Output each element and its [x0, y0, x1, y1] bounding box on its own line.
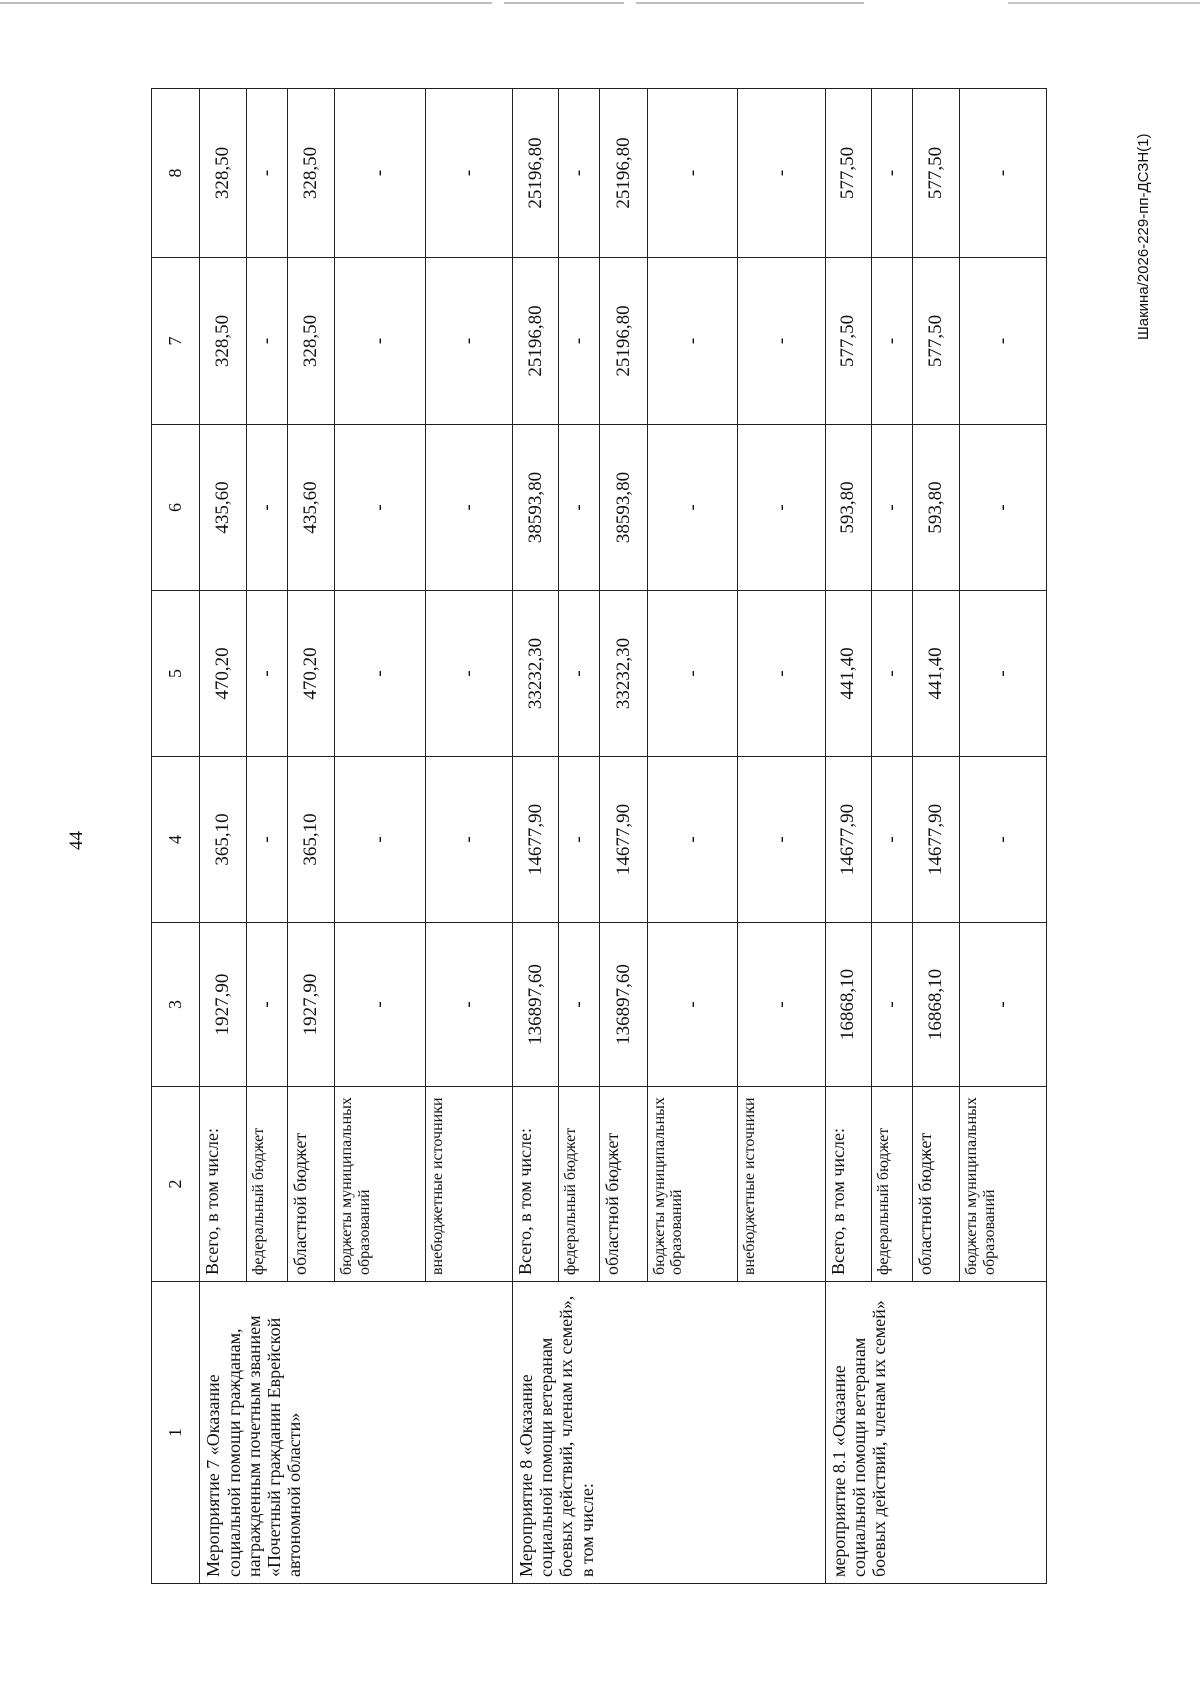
amount-cell: - [559, 258, 600, 425]
amount-cell: 33232,30 [600, 591, 647, 757]
measure-name: Мероприятие 7 «Оказание социальной помощи гражданам, награжденным почетным званием «Почетный гражданин Еврейской автономной области» [200, 1282, 513, 1584]
amount-cell: 1927,90 [287, 923, 334, 1087]
funding-source: Всего, в том числе: [513, 1087, 559, 1282]
measure-name: мероприятие 8.1 «Оказание социальной помощи ветеранам боевых действий, членам их семей» [825, 1282, 1046, 1584]
funding-source: федеральный бюджет [559, 1087, 600, 1282]
amount-cell: 328,50 [287, 258, 334, 425]
amount-cell: 365,10 [287, 757, 334, 923]
funding-source: бюджеты муниципальных образований [647, 1087, 738, 1282]
amount-cell: - [425, 258, 512, 425]
amount-cell: - [647, 258, 738, 425]
table-row [825, 89, 871, 1584]
amount-cell: - [872, 923, 913, 1087]
amount-cell: - [559, 591, 600, 757]
amount-cell: 14677,90 [825, 757, 871, 923]
column-header: 1 [152, 1282, 200, 1584]
funding-source: Всего, в том числе: [200, 1087, 246, 1282]
amount-cell: - [647, 591, 738, 757]
amount-cell: 365,10 [200, 757, 246, 923]
amount-cell: - [960, 757, 1047, 923]
amount-cell: 1927,90 [200, 923, 246, 1087]
amount-cell: - [335, 757, 426, 923]
amount-cell: - [960, 89, 1047, 258]
amount-cell: - [246, 258, 287, 425]
amount-cell: 38593,80 [513, 425, 559, 591]
amount-cell: - [335, 923, 426, 1087]
amount-cell: - [425, 89, 512, 258]
amount-cell: 435,60 [287, 425, 334, 591]
amount-cell: 14677,90 [913, 757, 960, 923]
header-row [152, 89, 200, 1584]
amount-cell: - [246, 425, 287, 591]
funding-source: внебюджетные источники [738, 1087, 825, 1282]
amount-cell: - [738, 923, 825, 1087]
document-footer-code: Шакина/2026-229-пп-ДСЗН(1) [1135, 133, 1152, 340]
amount-cell: 441,40 [825, 591, 871, 757]
funding-source: внебюджетные источники [425, 1087, 512, 1282]
amount-cell: - [960, 258, 1047, 425]
amount-cell: 14677,90 [600, 757, 647, 923]
amount-cell: - [425, 757, 512, 923]
column-header: 4 [152, 757, 200, 923]
amount-cell: 470,20 [287, 591, 334, 757]
amount-cell: 25196,80 [600, 89, 647, 258]
amount-cell: - [246, 89, 287, 258]
amount-cell: - [960, 591, 1047, 757]
column-header: 7 [152, 258, 200, 425]
column-header: 5 [152, 591, 200, 757]
amount-cell: 33232,30 [513, 591, 559, 757]
column-header: 6 [152, 425, 200, 591]
amount-cell: - [246, 923, 287, 1087]
funding-source: областной бюджет [600, 1087, 647, 1282]
amount-cell: - [425, 923, 512, 1087]
amount-cell: 577,50 [913, 258, 960, 425]
amount-cell: - [872, 757, 913, 923]
amount-cell: 441,40 [913, 591, 960, 757]
funding-source: федеральный бюджет [872, 1087, 913, 1282]
amount-cell: 593,80 [825, 425, 871, 591]
funding-source: областной бюджет [913, 1087, 960, 1282]
funding-source: областной бюджет [287, 1087, 334, 1282]
amount-cell: - [872, 258, 913, 425]
amount-cell: - [872, 425, 913, 591]
amount-cell: 16868,10 [825, 923, 871, 1087]
amount-cell: 25196,80 [600, 258, 647, 425]
amount-cell: 577,50 [913, 89, 960, 258]
amount-cell: - [872, 89, 913, 258]
amount-cell: - [647, 89, 738, 258]
amount-cell: 435,60 [200, 425, 246, 591]
amount-cell: 25196,80 [513, 89, 559, 258]
rotated-table-container [151, 89, 1047, 1584]
amount-cell: - [425, 425, 512, 591]
amount-cell: - [335, 591, 426, 757]
amount-cell: - [559, 923, 600, 1087]
amount-cell: 25196,80 [513, 258, 559, 425]
amount-cell: - [738, 89, 825, 258]
scan-edge-artifact [0, 2, 1200, 4]
amount-cell: 136897,60 [513, 923, 559, 1087]
table-row [513, 89, 559, 1584]
amount-cell: - [335, 89, 426, 258]
funding-table [151, 88, 1047, 1584]
funding-source: бюджеты муниципальных образований [960, 1087, 1047, 1282]
amount-cell: - [559, 89, 600, 258]
amount-cell: 16868,10 [913, 923, 960, 1087]
amount-cell: - [559, 757, 600, 923]
amount-cell: - [872, 591, 913, 757]
amount-cell: - [246, 591, 287, 757]
table-row [200, 89, 246, 1584]
amount-cell: - [738, 591, 825, 757]
column-header: 2 [152, 1087, 200, 1282]
funding-source: Всего, в том числе: [825, 1087, 871, 1282]
funding-source: федеральный бюджет [246, 1087, 287, 1282]
amount-cell: - [335, 425, 426, 591]
amount-cell: - [960, 923, 1047, 1087]
page-number: 44 [66, 831, 87, 850]
table-body [152, 89, 1047, 1584]
amount-cell: 14677,90 [513, 757, 559, 923]
amount-cell: - [246, 757, 287, 923]
amount-cell: 328,50 [287, 89, 334, 258]
amount-cell: 38593,80 [600, 425, 647, 591]
amount-cell: - [647, 425, 738, 591]
amount-cell: 593,80 [913, 425, 960, 591]
amount-cell: - [559, 425, 600, 591]
amount-cell: - [647, 757, 738, 923]
amount-cell: 577,50 [825, 89, 871, 258]
column-header: 3 [152, 923, 200, 1087]
amount-cell: - [738, 425, 825, 591]
column-header: 8 [152, 89, 200, 258]
amount-cell: - [960, 425, 1047, 591]
funding-source: бюджеты муниципальных образований [335, 1087, 426, 1282]
amount-cell: 577,50 [825, 258, 871, 425]
amount-cell: - [335, 258, 426, 425]
amount-cell: 470,20 [200, 591, 246, 757]
measure-name: Мероприятие 8 «Оказание социальной помощи ветеранам боевых действий, членам их семей», в том числе: [513, 1282, 826, 1584]
amount-cell: 136897,60 [600, 923, 647, 1087]
amount-cell: - [425, 591, 512, 757]
amount-cell: - [738, 258, 825, 425]
amount-cell: - [647, 923, 738, 1087]
amount-cell: 328,50 [200, 258, 246, 425]
amount-cell: - [738, 757, 825, 923]
amount-cell: 328,50 [200, 89, 246, 258]
